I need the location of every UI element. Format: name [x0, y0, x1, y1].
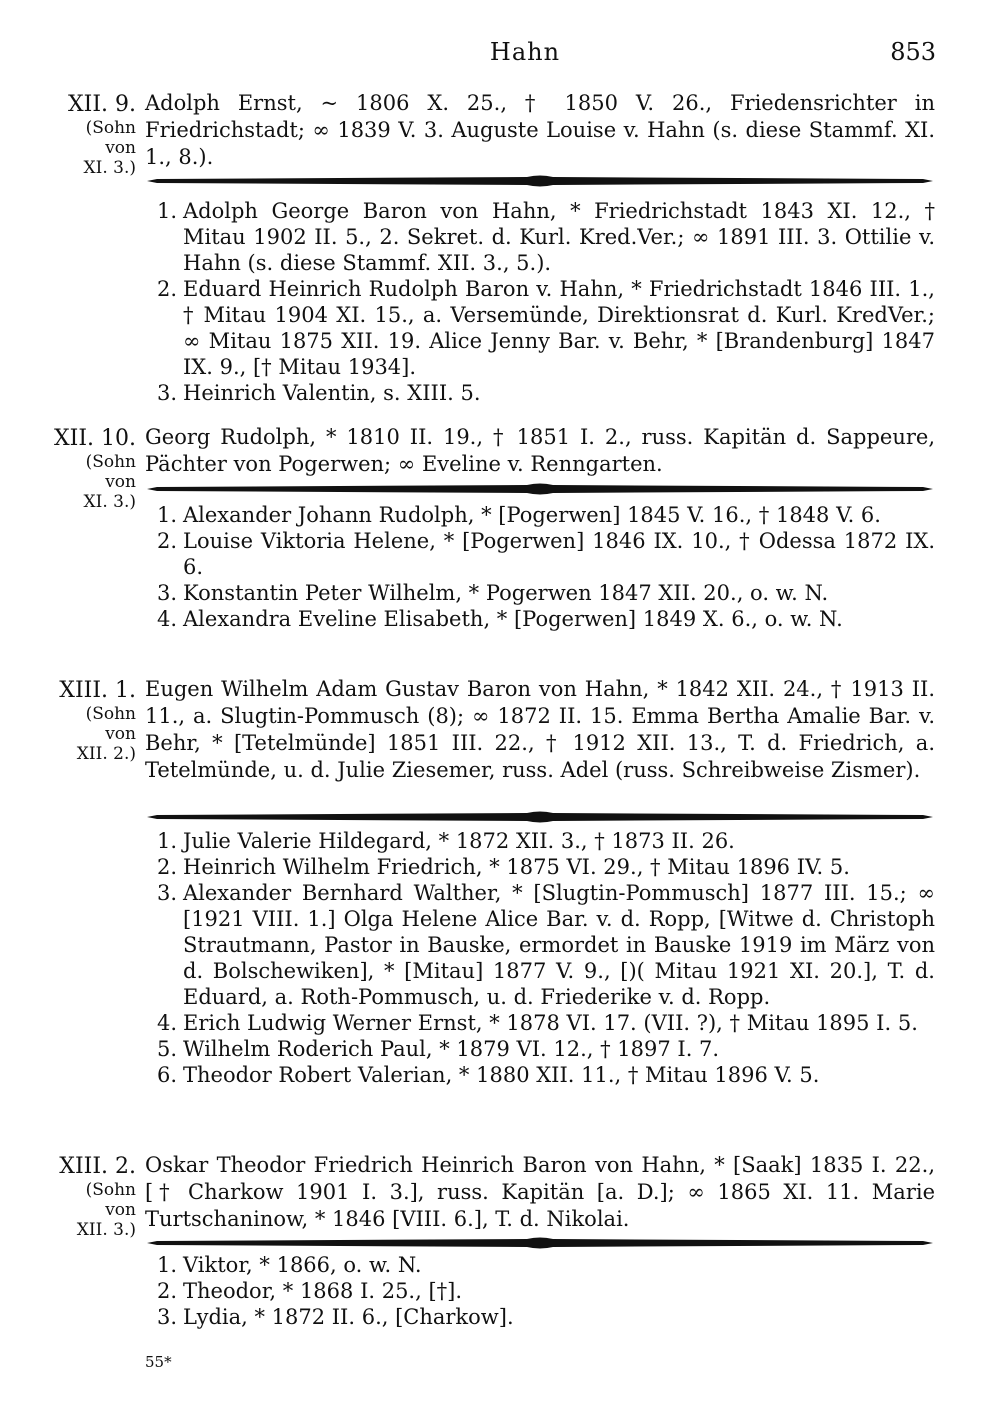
running-title: Hahn: [489, 38, 561, 66]
von-label: von: [105, 472, 136, 492]
entry-text: Oskar Theodor Friedrich Heinrich Baron von Hahn, * [Saak] 1835 I. 22., [† Charkow 1901 I. 3.], russ. Kapitän [a. D.]; ∞ 1865 XI. 11. Marie Turtschaninow, * 1846 [VIII. 6.], T. d. Nikolai.: [145, 1153, 935, 1231]
parent-reference: XI. 3.): [83, 158, 136, 178]
entry-reference: [0, 92, 136, 178]
list-item: 1. Viktor, * 1866, o. w. N.: [156, 1253, 422, 1277]
list-item: 6. Theodor Robert Valerian, * 1880 XII. 11., † Mitau 1896 V. 5.: [156, 1063, 820, 1087]
list-item: 5. Wilhelm Roderich Paul, * 1879 VI. 12., † 1897 I. 7.: [156, 1037, 720, 1061]
entry-number: XII. 10.: [53, 426, 136, 451]
list-item: 1. Adolph George Baron von Hahn, * Friedrichstadt 1843 XI. 12., † Mitau 1902 II. 5., 2. Sekret. d. Kurl. Kred.Ver.; ∞ 1891 III. 3. Ottilie v. Hahn (s. diese Stammf. XII. 3., 5.).: [156, 199, 935, 275]
von-label: von: [105, 138, 136, 158]
son-label: (Sohn: [85, 118, 136, 138]
list-item: 3. Lydia, * 1872 II. 6., [Charkow].: [156, 1305, 514, 1329]
entry-number: XIII. 1.: [59, 678, 136, 703]
children-list: [145, 198, 935, 406]
list-item: 2. Theodor, * 1868 I. 25., [†].: [156, 1279, 463, 1303]
signature-mark: 55*: [145, 1353, 172, 1371]
son-label: (Sohn: [85, 1180, 136, 1200]
list-item: 4. Alexandra Eveline Elisabeth, * [Pogerwen] 1849 X. 6., o. w. N.: [156, 607, 843, 631]
parent-reference: XII. 2.): [76, 744, 136, 764]
children-list: [145, 828, 935, 1088]
parent-reference: XII. 3.): [76, 1220, 136, 1240]
entry-reference: [0, 1154, 136, 1240]
divider-rule: [147, 174, 933, 188]
list-item: 2. Louise Viktoria Helene, * [Pogerwen] 1846 IX. 10., † Odessa 1872 IX. 6.: [156, 529, 935, 579]
list-item: 3. Alexander Bernhard Walther, * [Slugtin-Pommusch] 1877 III. 15.; ∞ [1921 VIII. 1.] Olga Helene Alice Bar. v. d. Ropp, [Witwe d. Christoph Strautmann, Pastor in Bauske, ermordet in Bauske 1919 im März von d. Bolschewiken], * [Mitau] 1877 V. 9., [)( Mitau 1921 XI. 20.], T. d. Eduard, a. Roth-Pommusch, u. d. Friederike v. d. Ropp.: [156, 881, 935, 1009]
list-item: 1. Alexander Johann Rudolph, * [Pogerwen] 1845 V. 16., † 1848 V. 6.: [156, 503, 881, 527]
son-label: (Sohn: [85, 704, 136, 724]
page-number: 853: [890, 38, 936, 66]
son-label: (Sohn: [85, 452, 136, 472]
divider-rule: [147, 810, 933, 824]
divider-rule: [147, 482, 933, 496]
list-item: 3. Heinrich Valentin, s. XIII. 5.: [156, 381, 481, 405]
list-item: 1. Julie Valerie Hildegard, * 1872 XII. 3., † 1873 II. 26.: [156, 829, 735, 853]
entry-reference: [0, 426, 136, 512]
entry-reference: [0, 678, 136, 764]
entry-text: Adolph Ernst, ~ 1806 X. 25., † 1850 V. 26., Friedensrichter in Friedrichstadt; ∞ 1839 V. 3. Auguste Louise v. Hahn (s. diese Stammf. XI. 1., 8.).: [145, 91, 935, 169]
page-header: [0, 38, 1000, 68]
list-item: 3. Konstantin Peter Wilhelm, * Pogerwen 1847 XII. 20., o. w. N.: [156, 581, 829, 605]
entry-number: XII. 9.: [67, 92, 136, 117]
children-list: [145, 1252, 935, 1330]
list-item: 2. Eduard Heinrich Rudolph Baron v. Hahn, * Friedrichstadt 1846 III. 1., † Mitau 1904 XI. 15., a. Versemünde, Direktionsrat d. Kurl. KredVer.; ∞ Mitau 1875 XII. 19. Alice Jenny Bar. v. Behr, * [Brandenburg] 1847 IX. 9., [† Mitau 1934].: [156, 277, 935, 379]
divider-rule: [147, 1236, 933, 1250]
entry-text: Eugen Wilhelm Adam Gustav Baron von Hahn, * 1842 XII. 24., † 1913 II. 11., a. Slugtin-Pommusch (8); ∞ 1872 II. 15. Emma Bertha Amalie Bar. v. Behr, * [Tetelmünde] 1851 III. 22., † 1912 XII. 13., T. d. Friedrich, a. Tetelmünde, u. d. Julie Ziesemer, russ. Adel (russ. Schreibweise Zismer).: [145, 677, 935, 782]
von-label: von: [105, 1200, 136, 1220]
children-list: [145, 502, 935, 632]
parent-reference: XI. 3.): [83, 492, 136, 512]
list-item: 4. Erich Ludwig Werner Ernst, * 1878 VI. 17. (VII. ?), † Mitau 1895 I. 5.: [156, 1011, 918, 1035]
entry-number: XIII. 2.: [59, 1154, 136, 1179]
von-label: von: [105, 724, 136, 744]
entry-text: Georg Rudolph, * 1810 II. 19., † 1851 I. 2., russ. Kapitän d. Sappeure, Pächter von Pogerwen; ∞ Eveline v. Renngarten.: [145, 425, 935, 476]
list-item: 2. Heinrich Wilhelm Friedrich, * 1875 VI. 29., † Mitau 1896 IV. 5.: [156, 855, 850, 879]
